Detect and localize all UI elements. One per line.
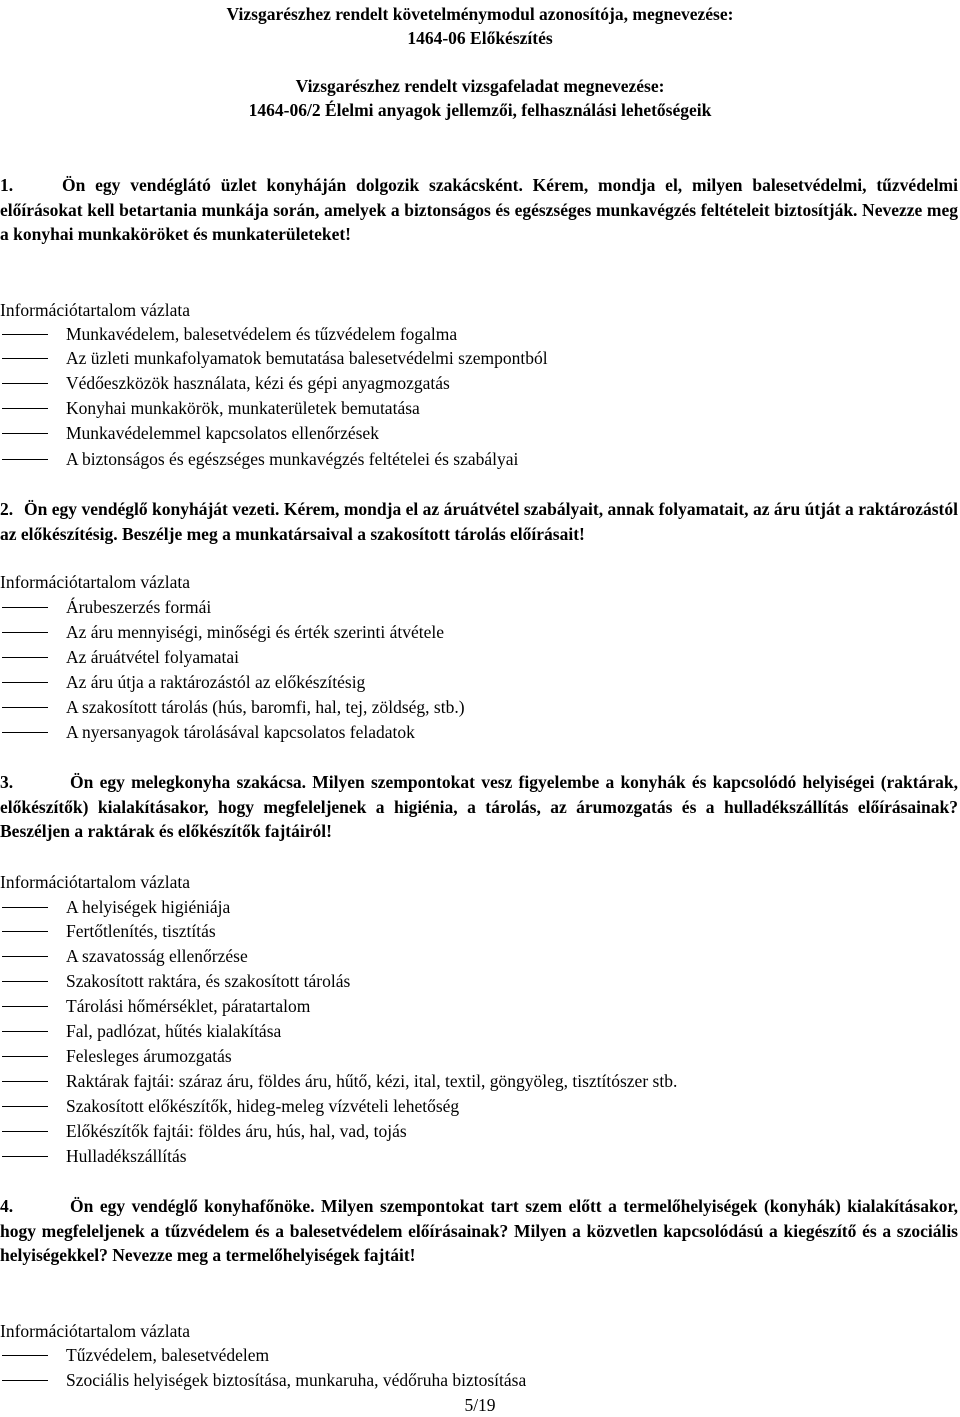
dash-bullet [2, 408, 48, 409]
info-heading: Információtartalom vázlata [0, 572, 190, 592]
list-item: Fertőtlenítés, tisztítás [0, 919, 940, 943]
dash-bullet [2, 358, 48, 359]
question-number: 4. [0, 1196, 14, 1216]
list-item: Az áru útja a raktározástól az előkészítésig [0, 670, 940, 694]
list-item: Az áru mennyiségi, minőségi és érték szerinti átvétele [0, 620, 940, 644]
dash-bullet [2, 632, 48, 633]
module-title-value: 1464-06 Előkészítés [407, 28, 553, 48]
dash-bullet [2, 1081, 48, 1082]
list-item: Az áruátvétel folyamatai [0, 645, 940, 669]
dash-bullet [2, 1031, 48, 1032]
dash-bullet [2, 1056, 48, 1057]
dash-bullet [2, 732, 48, 733]
module-title-label: Vizsgarészhez rendelt követelménymodul azonosítója, megnevezése: [226, 4, 734, 24]
question-number: 2. [0, 499, 14, 519]
list-item: Hulladékszállítás [0, 1144, 940, 1168]
list-item: Árubeszerzés formái [0, 595, 940, 619]
dash-bullet [2, 981, 48, 982]
task-title-label: Vizsgarészhez rendelt vizsgafeladat megnevezése: [295, 76, 665, 96]
dash-bullet [2, 682, 48, 683]
list-item: A szavatosság ellenőrzése [0, 944, 940, 968]
list-item: Szakosított előkészítők, hideg-meleg vízvételi lehetőség [0, 1094, 940, 1118]
list-item: A nyersanyagok tárolásával kapcsolatos feladatok [0, 720, 940, 744]
list-item: A szakosított tárolás (hús, baromfi, hal, tej, zöldség, stb.) [0, 695, 940, 719]
dash-bullet [2, 1006, 48, 1007]
info-heading: Információtartalom vázlata [0, 1321, 190, 1341]
question-4 [0, 1194, 958, 1268]
question-text: Ön egy vendéglő konyhafőnöke. Milyen szempontokat tart szem előtt a termelőhelyiségek (konyhák) kialakításakor, hogy megfeleljenek a tűzvédelem és a balesetvédelem előírásainak? Milyen a közvetlen kapcsolódású a kiegészítő és a szociális helyiségekkel? Nevezze meg a termelőhelyiségek fajtáit! [0, 1196, 958, 1265]
list-item: Felesleges árumozgatás [0, 1044, 940, 1068]
question-text: Ön egy vendéglő konyháját vezeti. Kérem, mondja el az áruátvétel szabályait, annak folyamatait, az áru útját a raktározástól az előkészítésig. Beszélje meg a munkatársaival a szakosított tárolás előírásait! [0, 499, 958, 544]
dash-bullet [2, 1131, 48, 1132]
dash-bullet [2, 931, 48, 932]
question-number: 3. [0, 772, 14, 792]
dash-bullet [2, 956, 48, 957]
list-item: A biztonságos és egészséges munkavégzés feltételei és szabályai [0, 447, 940, 471]
info-heading: Információtartalom vázlata [0, 300, 190, 320]
question-text: Ön egy melegkonyha szakácsa. Milyen szempontokat vesz figyelembe a konyhák és kapcsolódó helyiségei (raktárak, előkészítők) kialakításakor, hogy megfeleljenek a higiénia, a tárolás, az árumozgatás és a hulladékszállítás előírásainak? Beszéljen a raktárak és előkészítők fajtáiról! [0, 772, 958, 841]
page-number: 5/19 [464, 1395, 496, 1415]
question-3 [0, 770, 958, 844]
list-item: Tárolási hőmérséklet, páratartalom [0, 994, 940, 1018]
dash-bullet [2, 433, 48, 434]
dash-bullet [2, 607, 48, 608]
list-item: Védőeszközök használata, kézi és gépi anyagmozgatás [0, 371, 940, 395]
list-item: Tűzvédelem, balesetvédelem [0, 1343, 940, 1367]
list-item: Szakosított raktára, és szakosított tárolás [0, 969, 940, 993]
list-item: Szociális helyiségek biztosítása, munkaruha, védőruha biztosítása [0, 1368, 940, 1392]
list-item: A helyiségek higiéniája [0, 895, 940, 919]
list-item: Raktárak fajtái: száraz áru, földes áru, hűtő, kézi, ital, textil, göngyöleg, tisztítószer stb. [0, 1069, 940, 1093]
question-2 [0, 497, 958, 546]
dash-bullet [2, 334, 48, 335]
dash-bullet [2, 1156, 48, 1157]
list-item: Előkészítők fajtái: földes áru, hús, hal, vad, tojás [0, 1119, 940, 1143]
dash-bullet [2, 657, 48, 658]
list-item: Konyhai munkakörök, munkaterületek bemutatása [0, 396, 940, 420]
dash-bullet [2, 1355, 48, 1356]
dash-bullet [2, 383, 48, 384]
question-text: Ön egy vendéglátó üzlet konyháján dolgozik szakácsként. Kérem, mondja el, milyen balesetvédelmi, tűzvédelmi előírásokat kell betartania munkája során, amelyek a biztonságos és egészséges munkavégzés feltételeit biztosítják. Nevezze meg a konyhai munkaköröket és munkaterületeket! [0, 175, 958, 244]
dash-bullet [2, 1106, 48, 1107]
question-1 [0, 173, 958, 247]
dash-bullet [2, 459, 48, 460]
dash-bullet [2, 707, 48, 708]
question-number: 1. [0, 175, 14, 195]
info-heading: Információtartalom vázlata [0, 872, 190, 892]
list-item: Munkavédelem, balesetvédelem és tűzvédelem fogalma [0, 322, 940, 346]
list-item: Az üzleti munkafolyamatok bemutatása balesetvédelmi szempontból [0, 346, 940, 370]
list-item: Fal, padlózat, hűtés kialakítása [0, 1019, 940, 1043]
dash-bullet [2, 1380, 48, 1381]
dash-bullet [2, 907, 48, 908]
task-title-value: 1464-06/2 Élelmi anyagok jellemzői, felhasználási lehetőségeik [248, 100, 712, 120]
list-item: Munkavédelemmel kapcsolatos ellenőrzések [0, 421, 940, 445]
